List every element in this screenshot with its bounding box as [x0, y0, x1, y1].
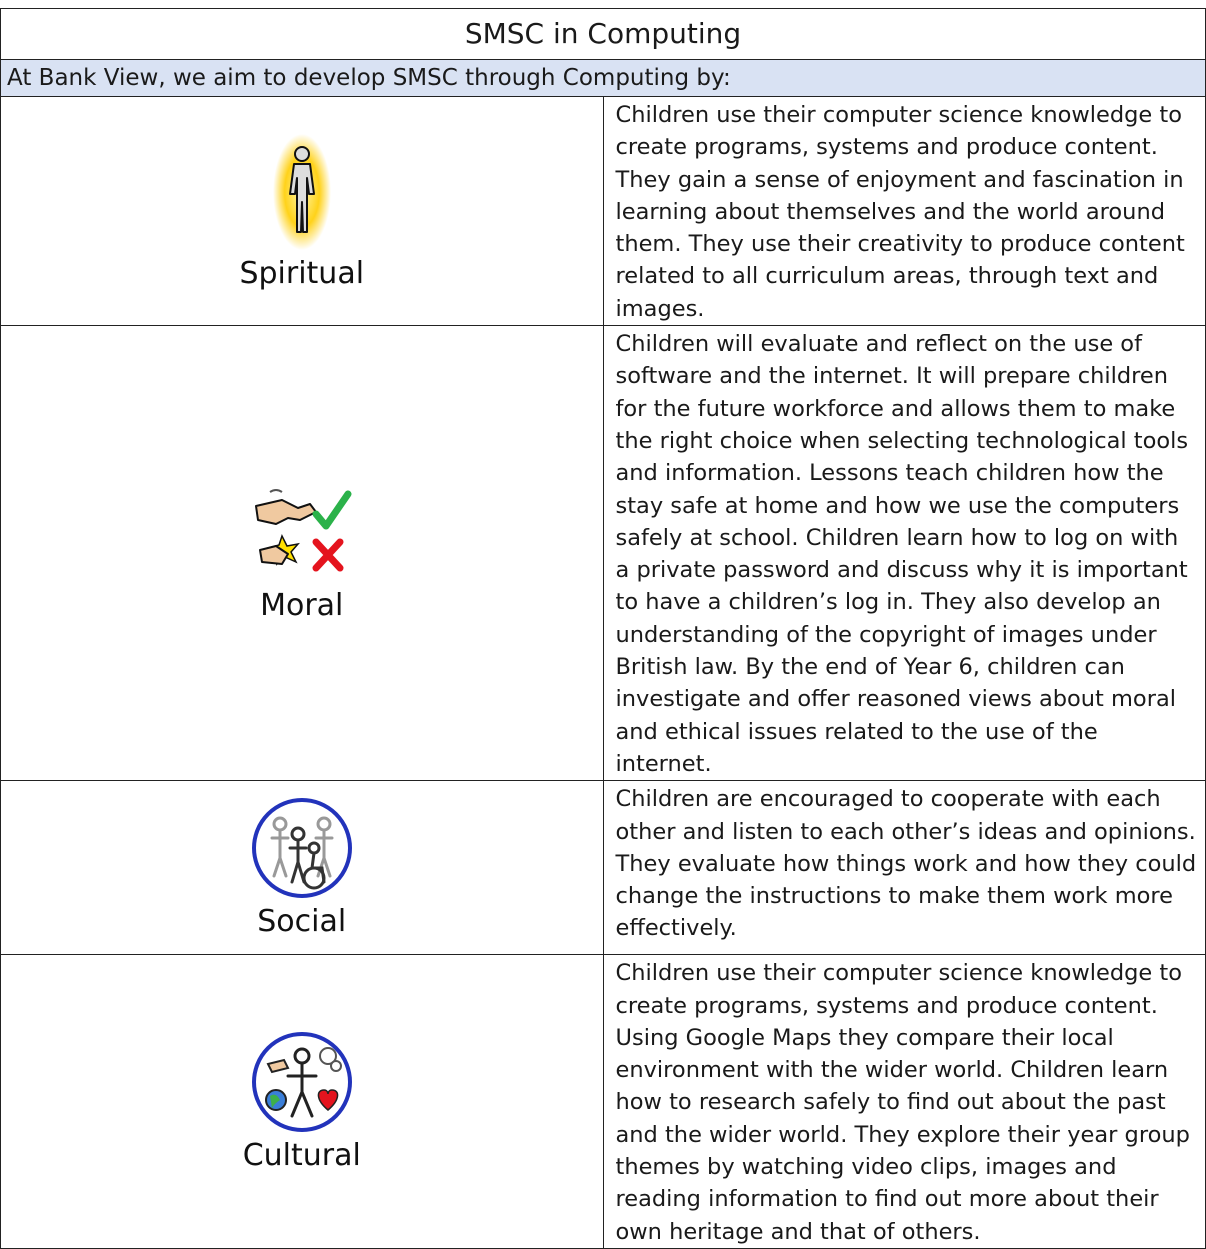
culture-person-icon	[250, 1030, 354, 1134]
table-row	[1, 781, 1206, 955]
cultural-icon-cell	[1, 955, 604, 1249]
moral-label: Moral	[260, 587, 344, 623]
intro-text: At Bank View, we aim to develop SMSC through Computing by:	[1, 60, 1206, 97]
cultural-label: Cultural	[242, 1138, 361, 1174]
spiritual-label: Spiritual	[239, 255, 365, 291]
title-row	[1, 9, 1206, 60]
social-label: Social	[257, 904, 347, 940]
page-title: SMSC in Computing	[1, 9, 1206, 60]
handshake-check-cross-icon	[252, 484, 352, 584]
moral-icon-cell	[1, 326, 604, 781]
glowing-person-icon	[272, 132, 332, 252]
table-row	[1, 326, 1206, 781]
group-of-people-icon	[250, 796, 354, 900]
table-row	[1, 97, 1206, 326]
social-text: Children are encouraged to cooperate with each other and listen to each other’s ideas and opinions. They evaluate how things work and how they could change the instructions to make them work more effectively.	[603, 781, 1206, 955]
moral-text: Children will evaluate and reflect on the use of software and the internet. It will prepare children for the future workforce and allows them to make the right choice when selecting technological tools and information. Lessons teach children how the stay safe at home and how we use the computers safely at school. Children learn how to log on with a private password and discuss why it is important to have a children’s log in. They also develop an understanding of the copyright of images under British law. By the end of Year 6, children can investigate and offer reasoned views about moral and ethical issues related to the use of the internet.	[603, 326, 1206, 781]
spiritual-icon-cell	[1, 97, 604, 326]
cultural-text: Children use their computer science knowledge to create programs, systems and produce content. Using Google Maps they compare their local environment with the wider world. Children learn how to research safely to find out about the past and the wider world. They explore their year group themes by watching video clips, images and reading information to find out more about their own heritage and that of others.	[603, 955, 1206, 1249]
smsc-table	[0, 8, 1206, 1249]
table-row	[1, 955, 1206, 1249]
intro-row	[1, 60, 1206, 97]
social-icon-cell	[1, 781, 604, 955]
spiritual-text: Children use their computer science knowledge to create programs, systems and produce content. They gain a sense of enjoyment and fascination in learning about themselves and the world around them. They use their creativity to produce content related to all curriculum areas, through text and images.	[603, 97, 1206, 326]
